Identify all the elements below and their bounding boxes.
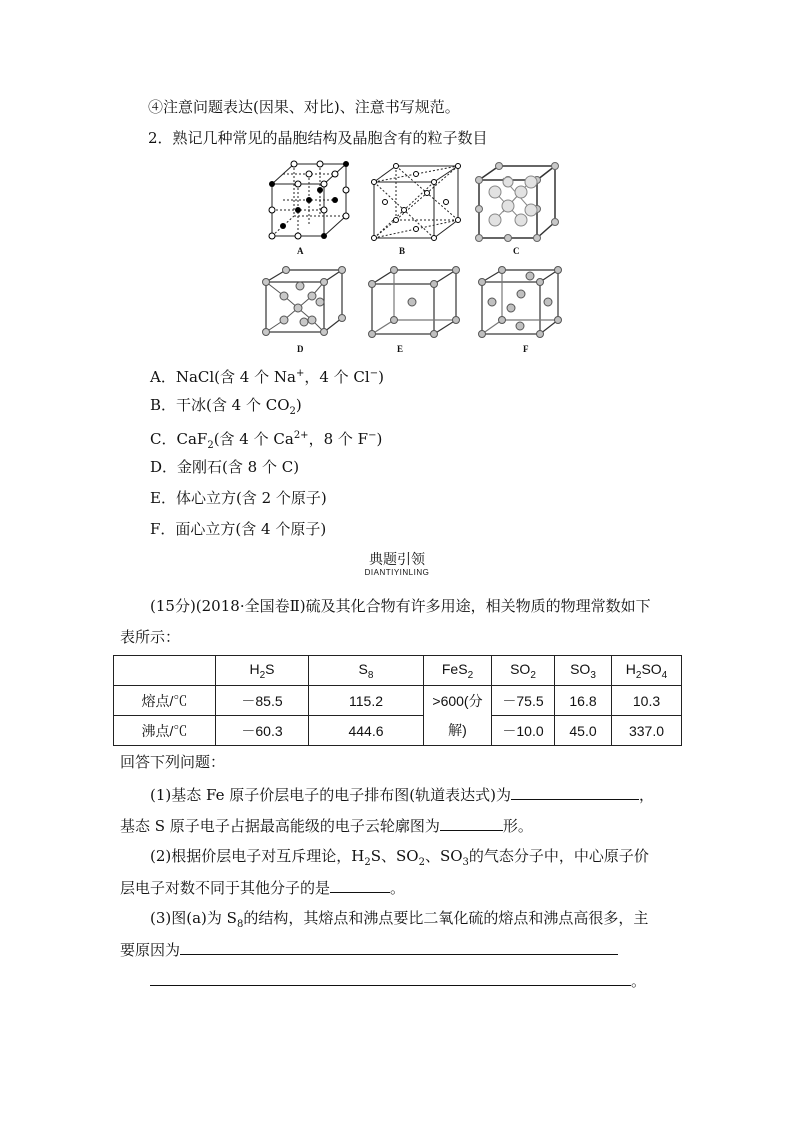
- question-3-line3: 。: [150, 970, 646, 991]
- table-cell: >600(分: [424, 686, 492, 716]
- table-cell: －85.5: [216, 686, 309, 716]
- answer-blank-1b[interactable]: [440, 815, 503, 831]
- table-cell: 45.0: [555, 716, 612, 746]
- question-1-line1: (1)基态 Fe 原子价层电子的电子排布图(轨道表达式)为 ，: [150, 786, 654, 804]
- problem-intro-line1: (15分)(2018·全国卷Ⅱ)硫及其化合物有许多用途，相关物质的物理常数如下: [150, 597, 651, 615]
- figure-label-f: F: [523, 344, 529, 354]
- section-title: 典题引领: [369, 552, 425, 568]
- table-row-melting-point: [114, 686, 682, 716]
- table-cell: 337.0: [612, 716, 682, 746]
- table-header-cell: [114, 656, 216, 686]
- figure-label-d: D: [297, 344, 304, 354]
- properties-table: [113, 655, 682, 746]
- answer-blank-1a[interactable]: [511, 784, 639, 800]
- table-cell: 16.8: [555, 686, 612, 716]
- table-cell: －10.0: [492, 716, 555, 746]
- figure-label-a: A: [297, 246, 304, 256]
- table-cell: 熔点/℃: [114, 686, 216, 716]
- option-d: D．金刚石(含 8 个 C): [150, 458, 300, 476]
- table-cell: 444.6: [309, 716, 424, 746]
- figure-label-e: E: [397, 344, 404, 354]
- figure-label-c: C: [513, 246, 520, 256]
- table-header-cell: $H_2S$: [216, 656, 309, 686]
- question-3-line1: (3)图(a)为 $S_8$的结构，其熔点和沸点要比二氧化硫的熔点和沸点高很多，主: [150, 909, 649, 930]
- table-cell: 10.3: [612, 686, 682, 716]
- option-e: E．体心立方(含 2 个原子): [150, 489, 327, 507]
- answer-prompt: 回答下列问题：: [120, 753, 226, 771]
- option-f: F．面心立方(含 4 个原子): [150, 520, 327, 538]
- note-item-4: ④注意问题表达(因果、对比)、注意书写规范。: [148, 98, 460, 116]
- section-pinyin: DIANTIYINLING: [364, 568, 430, 577]
- answer-blank-3a[interactable]: [180, 939, 618, 955]
- figure-a-nacl-cell: [266, 160, 346, 240]
- table-cell: 沸点/℃: [114, 716, 216, 746]
- table-header-cell: $SO_3$: [555, 656, 612, 686]
- table-row-boiling-point: [114, 716, 682, 746]
- option-b: B．干冰(含 4 个 $CO_2$): [150, 396, 302, 417]
- table-cell: 解): [424, 716, 492, 746]
- figure-e-bcc-cell: [366, 266, 462, 338]
- question-2-line2: 层电子对数不同于其他分子的是 。: [120, 879, 406, 897]
- table-cell: 115.2: [309, 686, 424, 716]
- table-header-cell: FeS$_2$: [424, 656, 492, 686]
- figure-f-fcc-cell: [476, 266, 562, 338]
- figure-c-caf2-cell: [473, 162, 559, 242]
- answer-blank-2[interactable]: [330, 877, 390, 893]
- heading-crystal-cells: 2．熟记几种常见的晶胞结构及晶胞含有的粒子数目: [148, 129, 488, 147]
- table-header-cell: $SO_2$: [492, 656, 555, 686]
- figure-b-dry-ice-cell: [368, 162, 464, 242]
- table-header-cell: $S_8$: [309, 656, 424, 686]
- table-cell: －60.3: [216, 716, 309, 746]
- question-3-line2: 要原因为: [120, 939, 618, 960]
- figure-d-diamond-cell: [260, 266, 346, 336]
- figure-label-b: B: [399, 246, 406, 256]
- question-1-line2: 基态 S 原子电子占据最高能级的电子云轮廓图为 形。: [120, 817, 533, 835]
- problem-intro-line2: 表所示：: [120, 628, 181, 646]
- option-a: A．NaCl(含 4 个 Na+，4 个 Cl−): [150, 368, 384, 386]
- answer-blank-3b[interactable]: [150, 970, 631, 986]
- table-cell: －75.5: [492, 686, 555, 716]
- table-header-row: [114, 656, 682, 686]
- question-2-line1: (2)根据价层电子对互斥理论，$H_2S$、$SO_2$、$SO_3$的气态分子中，中心原子价: [150, 847, 649, 868]
- option-c: C．CaF$_2$(含 4 个 $Ca^{2+}$，8 个 F−): [150, 430, 383, 451]
- table-header-cell: $H_2SO_4$: [612, 656, 682, 686]
